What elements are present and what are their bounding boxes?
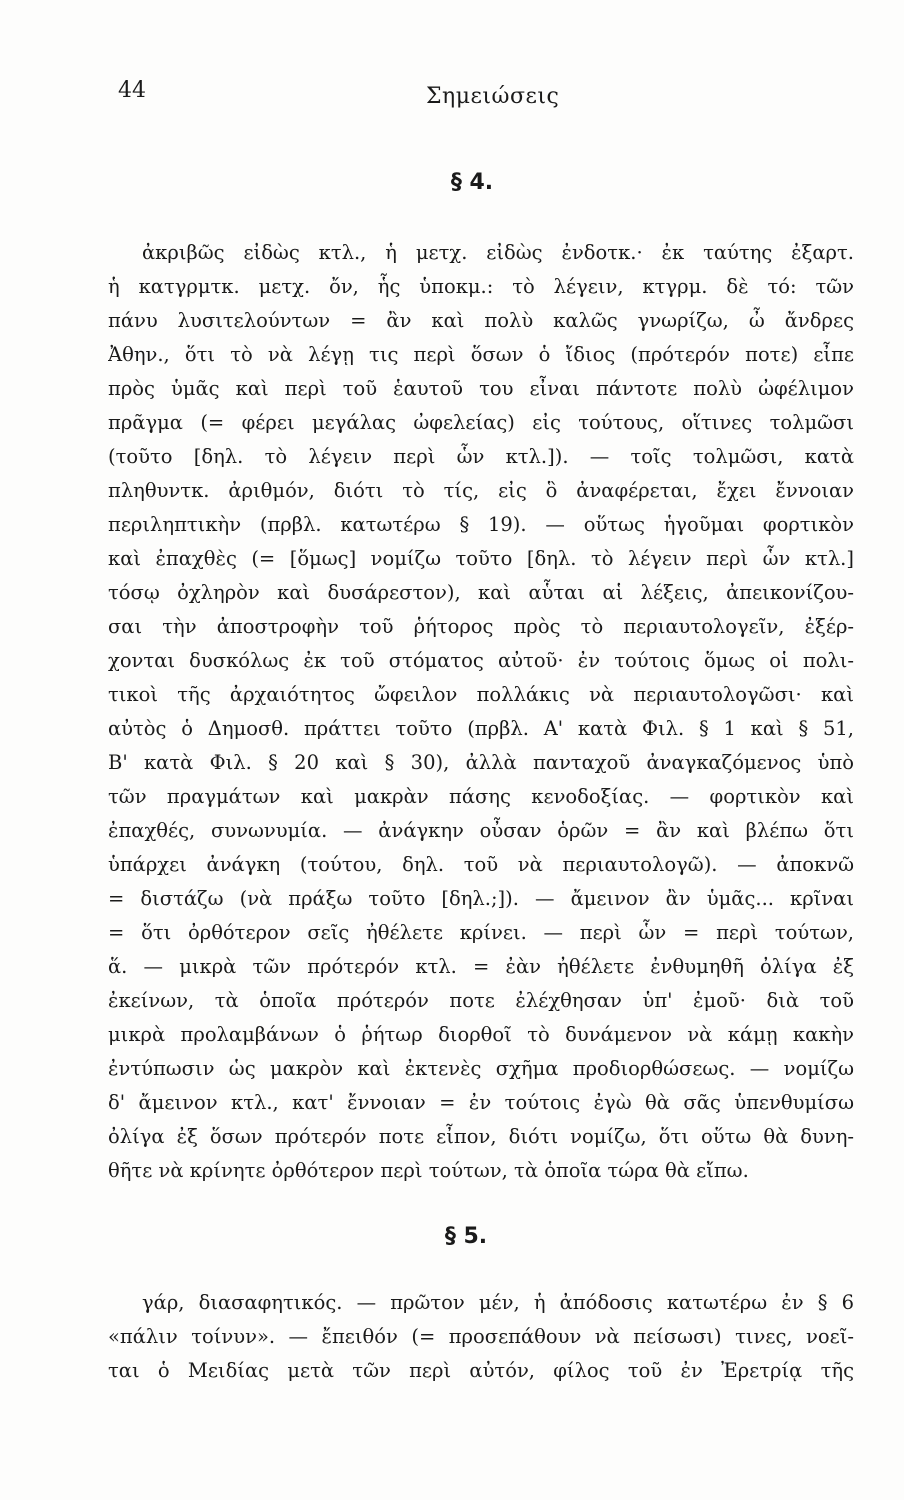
text-line: τόσῳ ὀχληρὸν καὶ δυσάρεστον), καὶ αὗται αἱ λέξεις, ἀπεικονίζου-: [108, 581, 854, 604]
text-line: ἐκείνων, τὰ ὁποῖα πρότερόν ποτε ἐλέχθησαν ὑπ' ἐμοῦ· διὰ τοῦ: [108, 989, 854, 1012]
text-line: Ἀθην., ὅτι τὸ νὰ λέγῃ τις περὶ ὅσων ὁ ἴδιος (πρότερόν ποτε) εἶπε: [108, 343, 854, 366]
text-line: χονται δυσκόλως ἐκ τοῦ στόματος αὐτοῦ· ἐν τούτοις ὅμως οἱ πολι-: [108, 649, 854, 672]
text-line: ται ὁ Μειδίας μετὰ τῶν περὶ αὐτόν, φίλος τοῦ ἐν Ἐρετρίᾳ τῆς: [108, 1359, 854, 1382]
text-line: δ' ἄμεινον κτλ., κατ' ἔννοιαν = ἐν τούτοις ἐγὼ θὰ σᾶς ὑπενθυμίσω: [108, 1091, 854, 1114]
text-line: καὶ ἐπαχθὲς (= [ὅμως] νομίζω τοῦτο [δηλ. τὸ λέγειν περὶ ὧν κτλ.]: [108, 547, 854, 570]
text-line: ἐντύπωσιν ὡς μακρὸν καὶ ἐκτενὲς σχῆμα προδιορθώσεως. — νομίζω: [108, 1057, 854, 1080]
section-heading-4: § 4.: [450, 170, 494, 195]
text-line: = ὅτι ὀρθότερον σεῖς ἠθέλετε κρίνει. — περὶ ὧν = περὶ τούτων,: [108, 921, 854, 944]
text-line: ἀκριβῶς εἰδὼς κτλ., ἡ μετχ. εἰδὼς ἐνδοτκ.· ἐκ ταύτης ἐξαρτ.: [142, 241, 854, 264]
running-head: Σημειώσεις: [426, 84, 560, 109]
text-line: πρᾶγμα (= φέρει μεγάλας ὠφελείας) εἰς τούτους, οἵτινες τολμῶσι: [108, 411, 854, 434]
text-line: αὐτὸς ὁ Δημοσθ. πράττει τοῦτο (πρβλ. Α' κατὰ Φιλ. § 1 καὶ § 51,: [108, 717, 854, 740]
text-line: θῆτε νὰ κρίνητε ὀρθότερον περὶ τούτων, τὰ ὁποῖα τώρα θὰ εἴπω.: [108, 1159, 749, 1182]
text-line: «πάλιν τοίνυν». — ἔπειθόν (= προσεπάθουν νὰ πείσωσι) τινες, νοεῖ-: [108, 1325, 854, 1348]
text-line: σαι τὴν ἀποστροφὴν τοῦ ῥήτορος πρὸς τὸ περιαυτολογεῖν, ἐξέρ-: [108, 615, 854, 638]
text-line: ἅ. — μικρὰ τῶν πρότερόν κτλ. = ἐὰν ἠθέλετε ἐνθυμηθῆ ὀλίγα ἐξ: [108, 955, 854, 978]
text-line: ὀλίγα ἐξ ὅσων πρότερόν ποτε εἶπον, διότι νομίζω, ὅτι οὕτω θὰ δυνη-: [108, 1125, 854, 1148]
text-line: τῶν πραγμάτων καὶ μακρὰν πάσης κενοδοξίας. — φορτικὸν καὶ: [108, 785, 854, 808]
page-header: [118, 78, 858, 118]
text-line: (τοῦτο [δηλ. τὸ λέγειν περὶ ὧν κτλ.]). — τοῖς τολμῶσι, κατὰ: [108, 445, 854, 468]
text-line: τικοὶ τῆς ἀρχαιότητος ὤφειλον πολλάκις νὰ περιαυτολογῶσι· καὶ: [108, 683, 854, 706]
text-line: μικρὰ προλαμβάνων ὁ ῥήτωρ διορθοῖ τὸ δυνάμενον νὰ κάμῃ κακὴν: [108, 1023, 854, 1046]
text-line: πάνυ λυσιτελούντων = ἂν καὶ πολὺ καλῶς γνωρίζω, ὦ ἄνδρες: [108, 309, 854, 332]
section-4-text: [108, 236, 854, 1188]
text-line: πρὸς ὑμᾶς καὶ περὶ τοῦ ἑαυτοῦ του εἶναι πάντοτε πολὺ ὠφέλιμον: [108, 377, 854, 400]
text-line: Β' κατὰ Φιλ. § 20 καὶ § 30), ἀλλὰ πανταχοῦ ἀναγκαζόμενος ὑπὸ: [108, 751, 854, 774]
page-number: 44: [118, 78, 146, 103]
text-line: γάρ, διασαφητικός. — πρῶτον μέν, ἡ ἀπόδοσις κατωτέρω ἐν § 6: [142, 1291, 854, 1314]
text-line: περιληπτικὴν (πρβλ. κατωτέρω § 19). — οὕτως ἡγοῦμαι φορτικὸν: [108, 513, 854, 536]
text-line: ἡ κατγρμτκ. μετχ. ὄν, ἧς ὑποκμ.: τὸ λέγειν, κτγρμ. δὲ τό: τῶν: [108, 275, 854, 298]
text-line: = διστάζω (νὰ πράξω τοῦτο [δηλ.;]). — ἄμεινον ἂν ὑμᾶς... κρῖναι: [108, 887, 854, 910]
section-heading-5: § 5.: [444, 1224, 488, 1249]
text-line: πληθυντκ. ἀριθμόν, διότι τὸ τίς, εἰς ὃ ἀναφέρεται, ἔχει ἔννοιαν: [108, 479, 854, 502]
text-line: ἐπαχθές, συνωνυμία. — ἀνάγκην οὖσαν ὁρῶν = ἂν καὶ βλέπω ὅτι: [108, 819, 854, 842]
section-5-text: [108, 1286, 854, 1388]
text-line: ὑπάρχει ἀνάγκη (τούτου, δηλ. τοῦ νὰ περιαυτολογῶ). — ἀποκνῶ: [108, 853, 854, 876]
